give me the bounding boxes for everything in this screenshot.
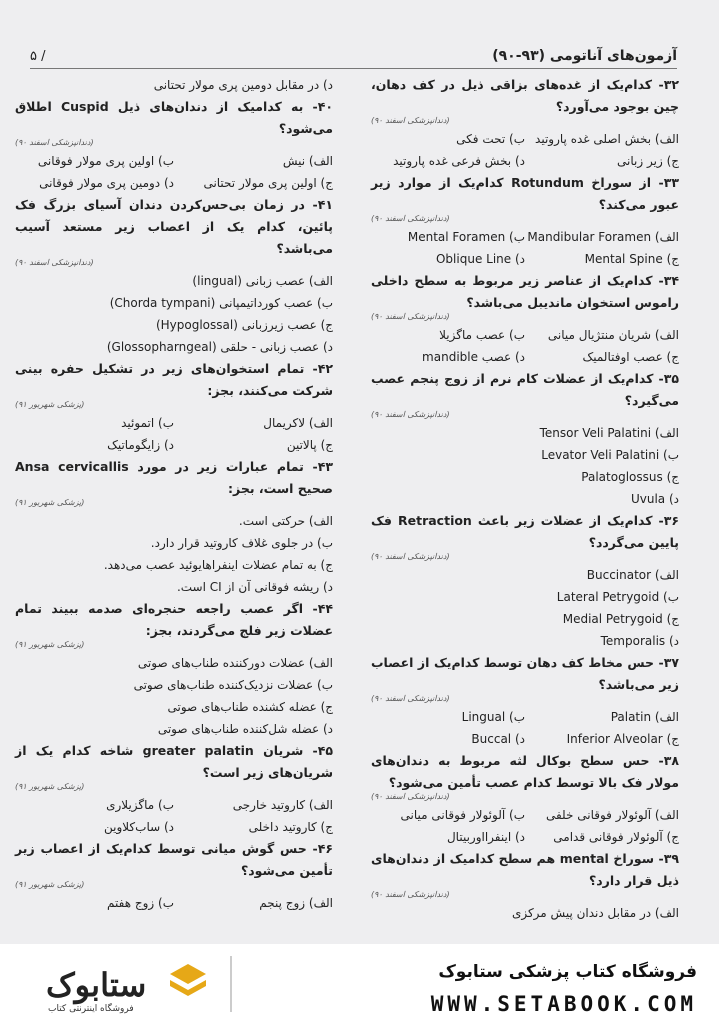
answer-option: الف) حرکتی است. xyxy=(238,514,333,528)
answer-option: ج) عضله کشنده طناب‌های صوتی xyxy=(167,700,333,714)
answer-options xyxy=(15,150,333,194)
question-text: ۳۴- کدام‌یک از عناصر زیر مربوط به سطح داخلی راموس استخوان ماندیبل می‌باشد؟ xyxy=(371,273,679,310)
answer-option: ج) عصب اوفتالمیک xyxy=(582,350,679,364)
question-source: (دندانپزشکی اسفند ۹۰) xyxy=(371,410,450,419)
answer-option: الف) آلوئولار فوقانی خلفی xyxy=(545,808,679,822)
question-block xyxy=(371,750,679,848)
answer-option: د) Oblique Line xyxy=(435,252,525,266)
answer-option: ب) ماگزیلاری xyxy=(106,798,174,812)
answer-option: الف) زوج پنجم xyxy=(259,896,333,910)
question-block xyxy=(371,652,679,750)
question-block xyxy=(371,172,679,270)
store-name: فروشگاه کتاب پزشکی ستابوک xyxy=(438,962,697,982)
answer-option: ب) عصب ماگزیلا xyxy=(439,328,525,342)
question-source: (دندانپزشکی اسفند ۹۰) xyxy=(15,258,94,267)
question-text: ۳۸- حس سطح بوکال لثه مربوط به دندان‌های مولار فک بالا توسط کدام عصب تأمین می‌شود؟ xyxy=(371,753,679,790)
question-source: (دندانپزشکی اسفند ۹۰) xyxy=(371,116,450,125)
answer-option: ج) Inferior Alveolar xyxy=(566,732,679,746)
answer-options xyxy=(15,652,333,740)
answer-option: د) Buccal xyxy=(471,732,525,746)
answer-option: الف) نیش xyxy=(282,154,333,168)
question-source: (پزشکی شهریور ۹۱) xyxy=(15,880,85,889)
answer-option: د) در مقابل دومین پری مولار تحتانی xyxy=(153,78,333,92)
question-source: (دندانپزشکی اسفند ۹۰) xyxy=(15,138,94,147)
question-text: ۴۰- به کدامیک از دندان‌های ذیل Cuspid اطلاق می‌شود؟ xyxy=(15,99,333,136)
answer-options xyxy=(371,226,679,270)
answer-option: ب) آلوئولار فوقانی میانی xyxy=(400,808,525,822)
answer-options xyxy=(371,804,679,848)
footer-divider xyxy=(230,956,232,1012)
answer-option: ب) عضلات نزدیک‌کننده طناب‌های صوتی xyxy=(133,678,333,692)
answer-options xyxy=(371,324,679,368)
store-logo[interactable] xyxy=(18,954,218,1014)
answer-option: د) Temporalis xyxy=(600,634,679,648)
question-source: (دندانپزشکی اسفند ۹۰) xyxy=(371,890,450,899)
answer-option: ب) در جلوی غلاف کاروتید قرار دارد. xyxy=(150,536,333,550)
question-text: ۳۲- کدام‌یک از غده‌های بزاقی ذیل در کف دهان، چین بوجود می‌آورد؟ xyxy=(371,77,679,114)
answer-option: ج) اولین پری مولار تحتانی xyxy=(203,176,333,190)
answer-option: ب) Mental Foramen xyxy=(407,230,525,244)
answer-option: د) ساب‌کلاوین xyxy=(104,820,174,834)
answer-option: الف) در مقابل دندان پیش مرکزی xyxy=(511,906,679,920)
answer-option: ج) به تمام عضلات اینفراهایوئید عصب می‌دهد. xyxy=(103,558,333,572)
question-text: ۴۶- حس گوش میانی توسط کدام‌یک از اعصاب زیر تأمین می‌شود؟ xyxy=(15,841,333,878)
question-block xyxy=(371,510,679,652)
answer-option: الف) عضلات دورکننده طناب‌های صوتی xyxy=(137,656,333,670)
question-source: (پزشکی شهریور ۹۱) xyxy=(15,400,85,409)
question-text: ۳۶- کدام‌یک از عضلات زیر باعث Retraction فک پایین می‌گردد؟ xyxy=(371,513,679,550)
question-source: (دندانپزشکی اسفند ۹۰) xyxy=(371,552,450,561)
question-block xyxy=(15,598,333,740)
answer-option: ب) زوج هفتم xyxy=(107,896,174,910)
answer-option: ب) Levator Veli Palatini xyxy=(541,448,679,462)
answer-option: ب) تحت فکی xyxy=(456,132,525,146)
stack-logo-icon xyxy=(168,960,208,1004)
question-text: ۳۹- سوراخ mental هم سطح کدامیک از دندان‌های ذیل قرار دارد؟ xyxy=(371,851,680,888)
answer-option: الف) Buccinator xyxy=(586,568,679,582)
answer-options xyxy=(15,74,333,96)
right-column xyxy=(371,74,679,924)
answer-option: الف) شریان منتژیال میانی xyxy=(547,328,679,342)
question-source: (پزشکی شهریور ۹۱) xyxy=(15,640,85,649)
answer-options xyxy=(371,902,679,924)
page-number: ۵ / xyxy=(30,49,46,64)
answer-option: الف) بخش اصلی غده پاروتید xyxy=(535,132,679,146)
answer-option: د) عصب زبانی - حلقی (Glossopharngeal) xyxy=(106,340,333,354)
answer-option: ب) عصب کورداتیمپانی (Chorda tympani) xyxy=(109,296,333,310)
answer-option: ج) آلوئولار فوقانی قدامی xyxy=(553,830,679,844)
answer-options xyxy=(371,128,679,172)
logo-text: ستابوک xyxy=(46,966,147,1004)
answer-option: د) عصب mandible xyxy=(422,350,525,364)
question-block xyxy=(15,740,333,838)
page-header xyxy=(30,40,677,69)
answer-option: الف) Mandibular Foramen xyxy=(527,230,679,244)
page-title: آزمون‌های آناتومی (۹۳-۹۰) xyxy=(492,48,677,64)
answer-option: الف) Palatin xyxy=(610,710,679,724)
answer-option: د) اینفرااوربیتال xyxy=(446,830,525,844)
question-block xyxy=(15,96,333,194)
question-block xyxy=(15,358,333,456)
question-block xyxy=(371,848,679,924)
answer-option: الف) عصب زبانی (lingual) xyxy=(192,274,333,288)
question-block xyxy=(371,368,679,510)
logo-subtitle: فروشگاه اینترنتی کتاب xyxy=(48,1004,134,1014)
answer-option: ج) کاروتید داخلی xyxy=(248,820,333,834)
answer-option: د) عضله شل‌کننده طناب‌های صوتی xyxy=(157,722,333,736)
answer-option: د) ریشه فوقانی آن از CI است. xyxy=(176,580,333,594)
answer-option: ج) Medial Petrygoid xyxy=(562,612,679,626)
question-source: (دندانپزشکی اسفند ۹۰) xyxy=(371,312,450,321)
question-source: (پزشکی شهریور ۹۱) xyxy=(15,782,85,791)
answer-options xyxy=(371,564,679,652)
question-source: (دندانپزشکی اسفند ۹۰) xyxy=(371,214,450,223)
question-text: ۴۲- تمام استخوان‌های زیر در تشکیل حفره بینی شرکت می‌کنند، بجز: xyxy=(15,361,333,398)
left-column xyxy=(15,74,333,914)
question-block xyxy=(371,270,679,368)
question-text: ۴۱- در زمان بی‌حس‌کردن دندان آسیای بزرگ فک پائین، کدام یک از اعصاب زیر مستعد آسیب می‌باشد؟ xyxy=(15,197,333,256)
answer-option: الف) کاروتید خارجی xyxy=(232,798,333,812)
answer-options xyxy=(15,412,333,456)
answer-option: ب) Lingual xyxy=(461,710,525,724)
question-text: ۴۵- شریان greater palatin شاخه کدام یک از شریان‌های زیر است؟ xyxy=(15,743,333,780)
question-source: (دندانپزشکی اسفند ۹۰) xyxy=(371,792,450,801)
answer-option: د) Uvula xyxy=(630,492,679,506)
question-block xyxy=(15,456,333,598)
question-source: (پزشکی شهریور ۹۱) xyxy=(15,498,85,507)
question-block xyxy=(15,838,333,914)
answer-option: ب) اتموئید xyxy=(121,416,174,430)
question-source: (دندانپزشکی اسفند ۹۰) xyxy=(371,694,450,703)
answer-option: ج) عصب زیرزبانی (Hypoglossal) xyxy=(155,318,333,332)
question-text: ۳۷- حس مخاط کف دهان توسط کدام‌یک از اعصاب زیر می‌باشد؟ xyxy=(371,655,679,692)
answer-option: ج) پالاتین xyxy=(286,438,333,452)
store-url[interactable]: WWW.SETABOOK.COM xyxy=(430,992,697,1016)
answer-option: الف) لاکریمال xyxy=(263,416,333,430)
answer-option: د) بخش فرعی غده پاروتید xyxy=(393,154,525,168)
answer-option: ج) Mental Spine xyxy=(584,252,679,266)
question-block xyxy=(15,194,333,358)
answer-options xyxy=(15,270,333,358)
question-block xyxy=(15,74,333,96)
answer-options xyxy=(371,706,679,750)
answer-option: الف) Tensor Veli Palatini xyxy=(539,426,679,440)
answer-option: ج) زیر زبانی xyxy=(617,154,679,168)
answer-options xyxy=(371,422,679,510)
answer-options xyxy=(15,892,333,914)
question-text: ۴۴- اگر عصب راجعه حنجره‌ای صدمه ببیند تمام عضلات زیر فلج می‌گردند، بجز: xyxy=(15,601,333,638)
answer-option: ب) اولین پری مولار فوقانی xyxy=(37,154,174,168)
question-text: ۴۳- تمام عبارات زیر در مورد Ansa cervicallis صحیح است، بجز: xyxy=(15,459,333,496)
answer-options xyxy=(15,510,333,598)
answer-option: ب) Lateral Petrygoid xyxy=(556,590,679,604)
store-footer xyxy=(0,944,719,1024)
question-text: ۳۵- کدام‌یک از عضلات کام نرم از زوج پنجم عصب می‌گیرد؟ xyxy=(371,371,679,408)
question-text: ۳۳- از سوراخ Rotundum کدام‌یک از موارد زیر عبور می‌کند؟ xyxy=(371,175,679,212)
answer-option: د) زایگوماتیک xyxy=(107,438,174,452)
question-block xyxy=(371,74,679,172)
answer-options xyxy=(15,794,333,838)
answer-option: د) دومین پری مولار فوقانی xyxy=(39,176,174,190)
answer-option: ج) Palatoglossus xyxy=(581,470,679,484)
